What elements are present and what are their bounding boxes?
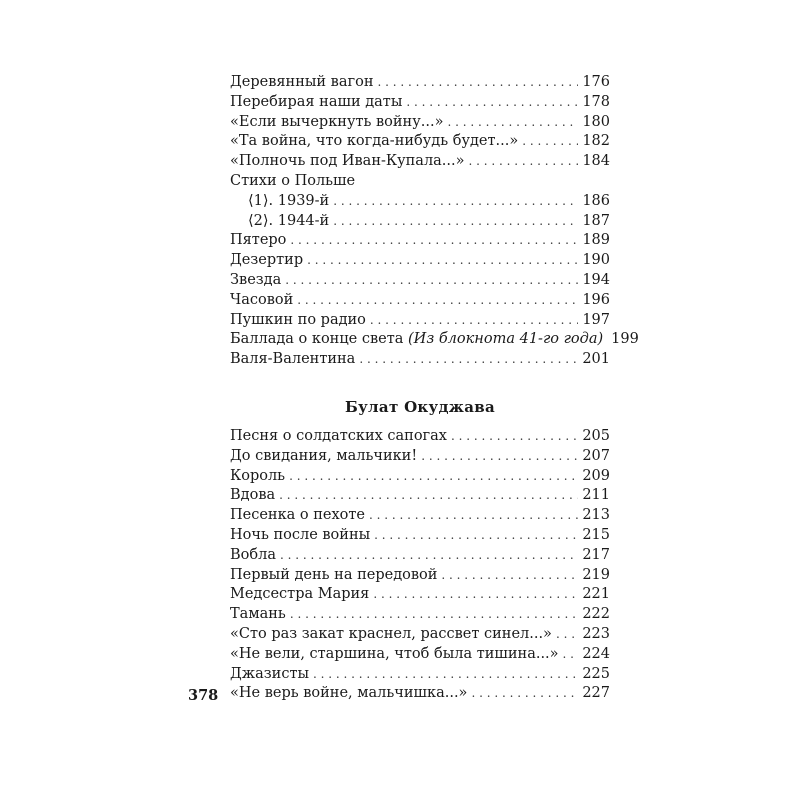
toc-entry-page: 189 xyxy=(582,232,610,249)
toc-entry-page: 217 xyxy=(582,546,610,563)
toc-leader-dots xyxy=(313,665,578,685)
toc-entry xyxy=(230,506,610,526)
toc-entry-title: «Не верь войне, мальчишка...» xyxy=(230,685,468,702)
toc-entry xyxy=(230,311,610,331)
toc-entry-title: Песня о солдатских сапогах xyxy=(230,428,447,444)
toc-entry-title: Песенка о пехоте xyxy=(230,507,366,524)
toc-entry-page: 205 xyxy=(582,428,610,444)
toc-entry-title: ⟨2⟩. 1944-й xyxy=(248,212,330,229)
toc-entry xyxy=(230,447,610,467)
toc-entry-title: Ночь после войны xyxy=(230,526,371,543)
toc-leader-dots xyxy=(290,231,578,251)
toc-entry xyxy=(230,291,610,311)
toc-entry xyxy=(230,192,610,212)
toc-entry-title: Деревянный вагон xyxy=(230,74,374,90)
toc-list-first xyxy=(230,73,639,370)
toc-entry-title: Вдова xyxy=(230,487,276,504)
toc-entry xyxy=(230,251,610,271)
toc-entry-page: 182 xyxy=(582,133,610,150)
toc-leader-dots xyxy=(522,132,578,152)
toc-entry xyxy=(230,684,610,704)
toc-entry-page: 213 xyxy=(582,507,610,524)
toc-entry xyxy=(230,625,610,645)
toc-entry xyxy=(230,605,610,625)
toc-entry-page: 224 xyxy=(582,645,610,662)
toc-leader-dots xyxy=(563,645,579,665)
toc-entry-title: Звезда xyxy=(230,271,282,288)
toc-leader-dots xyxy=(556,625,578,645)
toc-entry xyxy=(230,427,610,447)
toc-leader-dots xyxy=(285,271,578,291)
toc-entry-page: 180 xyxy=(582,113,610,130)
toc-entry xyxy=(230,486,610,506)
page-number: 378 xyxy=(188,687,219,704)
toc-entry-title: Валя-Валентина xyxy=(230,351,356,368)
toc-leader-dots xyxy=(471,684,578,704)
toc-entry-page: 215 xyxy=(582,526,610,543)
toc-entry xyxy=(230,585,610,605)
toc-list-second xyxy=(230,427,610,704)
toc-entry-page: 190 xyxy=(582,252,610,269)
toc-leader-dots xyxy=(359,350,578,370)
toc-leader-dots xyxy=(280,546,578,566)
toc-leader-dots xyxy=(290,605,579,625)
toc-entry-page: 219 xyxy=(582,566,610,583)
toc-entry xyxy=(230,526,610,546)
toc-leader-dots xyxy=(333,212,578,232)
toc-entry-page: 222 xyxy=(582,606,610,623)
toc-leader-dots xyxy=(441,566,578,586)
toc-entry xyxy=(230,645,610,665)
toc-entry-title: Пушкин по радио xyxy=(230,311,366,328)
toc-entry xyxy=(230,330,639,350)
toc-entry xyxy=(230,73,610,93)
toc-entry-page: 194 xyxy=(582,271,610,288)
toc-entry-page: 225 xyxy=(582,665,610,682)
toc-group-heading xyxy=(230,172,610,192)
toc-entry xyxy=(230,467,610,487)
toc-entry-title: Джазисты xyxy=(230,665,310,682)
toc-leader-dots xyxy=(406,93,578,113)
toc-leader-dots xyxy=(279,486,578,506)
toc-leader-dots xyxy=(369,506,578,526)
section-heading-author: Булат Окуджава xyxy=(345,398,495,416)
toc-entry xyxy=(230,152,610,172)
toc-entry-page: 211 xyxy=(582,487,610,504)
toc-leader-dots xyxy=(469,152,579,172)
toc-entry-page: 196 xyxy=(582,291,610,308)
toc-entry-title: Пятеро xyxy=(230,232,287,249)
toc-entry-title: «Та война, что когда-нибудь будет...» xyxy=(230,133,519,150)
toc-entry-title: Стихи о Польше xyxy=(230,172,356,189)
toc-entry-page: 186 xyxy=(582,192,610,209)
toc-entry-page: 201 xyxy=(582,351,610,368)
toc-entry xyxy=(230,566,610,586)
toc-entry xyxy=(230,212,610,232)
toc-entry-title: «Не вели, старшина, чтоб была тишина...» xyxy=(230,645,559,662)
toc-entry-page: 184 xyxy=(582,153,610,170)
toc-entry-title: Часовой xyxy=(230,291,294,308)
toc-entry-page: 209 xyxy=(582,467,610,484)
toc-entry xyxy=(230,113,610,133)
toc-entry xyxy=(230,546,610,566)
toc-entry-title: «Сто раз закат краснел, рассвет синел...» xyxy=(230,625,552,642)
toc-leader-dots xyxy=(307,251,578,271)
toc-entry-page: 223 xyxy=(582,625,610,642)
toc-leader-dots xyxy=(374,526,578,546)
toc-entry-title: Перебирая наши даты xyxy=(230,93,403,110)
toc-entry-title: «Если вычеркнуть войну...» xyxy=(230,113,444,130)
toc-entry-page: 227 xyxy=(582,685,610,702)
toc-entry-title xyxy=(230,330,607,350)
toc-entry xyxy=(230,665,610,685)
toc-entry-page: 176 xyxy=(582,74,610,90)
toc-entry-title: Дезертир xyxy=(230,252,304,269)
toc-entry xyxy=(230,231,610,251)
toc-entry xyxy=(230,350,610,370)
toc-entry-page: 178 xyxy=(582,93,610,110)
toc-entry-page: 221 xyxy=(582,586,610,603)
toc-leader-dots xyxy=(297,291,578,311)
toc-entry-title: «Полночь под Иван-Купала...» xyxy=(230,153,465,170)
toc-entry xyxy=(230,93,610,113)
toc-entry-title: Король xyxy=(230,467,286,484)
toc-entry-title: Тамань xyxy=(230,606,286,623)
toc-entry-title: ⟨1⟩. 1939-й xyxy=(248,192,330,209)
toc-entry-title: До свидания, мальчики! xyxy=(230,447,418,464)
toc-entry-page: 199 xyxy=(611,331,639,348)
toc-entry-page: 207 xyxy=(582,447,610,464)
toc-entry xyxy=(230,132,610,152)
toc-entry-page: 187 xyxy=(582,212,610,229)
toc-leader-dots xyxy=(370,311,578,331)
toc-entry-title: Медсестра Мария xyxy=(230,586,370,603)
toc-entry-title: Вобла xyxy=(230,546,276,563)
toc-leader-dots xyxy=(447,113,578,133)
toc-leader-dots xyxy=(333,192,578,212)
toc-leader-dots xyxy=(289,467,578,487)
toc-leader-dots xyxy=(378,73,579,93)
toc-entry-title: Первый день на передовой xyxy=(230,566,438,583)
toc-entry-title-note: (Из блокнота 41-го года) xyxy=(408,331,604,348)
toc-entry-page: 197 xyxy=(582,311,610,328)
toc-entry-title-main: Баллада о конце света xyxy=(230,331,404,348)
toc-entry xyxy=(230,271,610,291)
toc-leader-dots xyxy=(373,585,578,605)
toc-leader-dots xyxy=(421,447,578,467)
toc-leader-dots xyxy=(451,427,578,447)
